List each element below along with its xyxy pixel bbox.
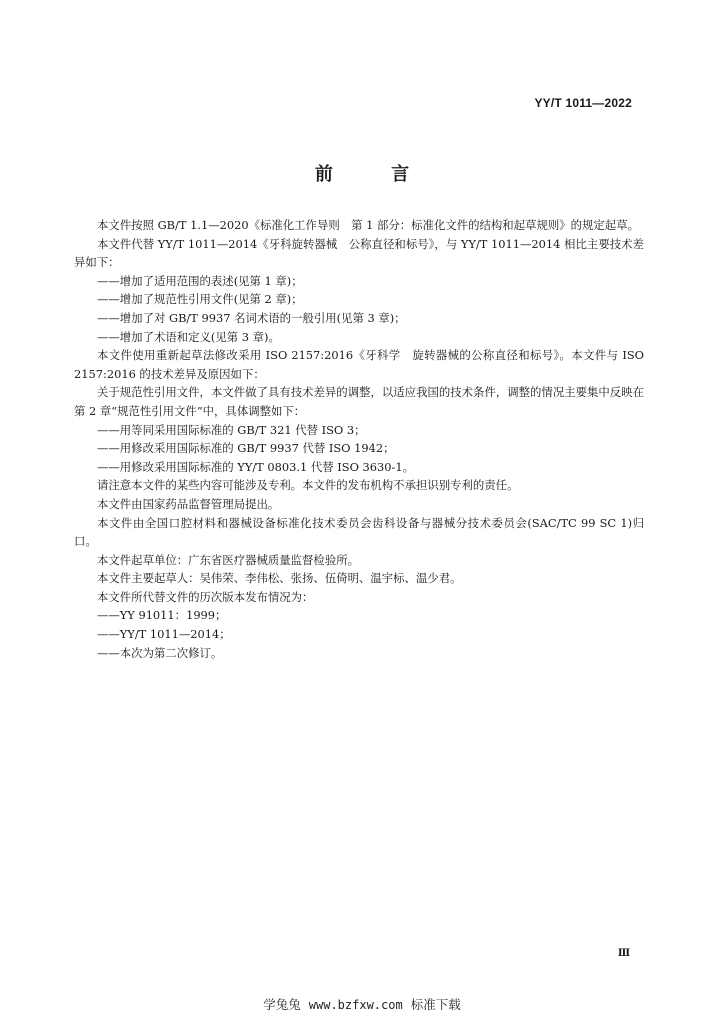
list-item: ——增加了术语和定义(见第 3 章)。 [97,329,280,344]
paragraph-patent-notice: 请注意本文件的某些内容可能涉及专利。本文件的发布机构不承担识别专利的责任。 [97,478,519,493]
list-item: ——YY 91011：1999； [97,608,227,623]
list-item: ——用修改采用国际标准的 YY/T 0803.1 代替 ISO 3630-1。 [97,459,415,474]
paragraph-iso-adoption: 本文件使用重新起草法修改采用 ISO 2157:2016《牙科学 旋转器械的公称直径和标号》。本文件与 ISO 2157:2016 的技术差异及原因如下： [74,348,644,381]
list-item: ——YY/T 1011—2014； [97,627,231,642]
document-code: YY/T 1011—2022 [534,96,632,110]
list-item: ——用修改采用国际标准的 GB/T 9937 代替 ISO 1942； [97,441,395,456]
paragraph-drafters: 本文件主要起草人：吴伟荣、李伟松、张扬、伍倚明、温宇标、温少君。 [97,571,462,586]
list-item: ——本次为第二次修订。 [97,645,223,660]
paragraph-drafting-unit: 本文件起草单位：广东省医疗器械质量监督检验所。 [97,552,359,567]
list-item: ——用等同采用国际标准的 GB/T 321 代替 ISO 3； [97,422,366,437]
page-number: Ⅲ [617,948,630,959]
paragraph-version-history: 本文件所代替文件的历次版本发布情况为： [97,589,314,604]
paragraph-normative-references: 关于规范性引用文件，本文件做了具有技术差异的调整，以适应我国的技术条件，调整的情况主要集中反映在第 2 章“规范性引用文件”中，具体调整如下： [74,385,644,418]
document-body [74,216,644,662]
footer-tagline: 标准下载 [410,997,461,1012]
paragraph-proposed-by: 本文件由国家药品监督管理局提出。 [97,496,280,511]
footer-watermark [0,995,724,1013]
list-item: ——增加了适用范围的表述(见第 1 章)； [97,273,303,288]
paragraph-drafting-rules: 本文件按照 GB/T 1.1—2020《标准化工作导则 第 1 部分：标准化文件的结构和起草规则》的规定起草。 [97,218,639,232]
footer-site-name: 学兔兔 [263,997,301,1012]
list-item: ——增加了规范性引用文件(见第 2 章)； [97,292,303,307]
footer-url-link[interactable]: www.bzfxw.com [308,998,403,1012]
paragraph-technical-committee: 本文件由全国口腔材料和器械设备标准化技术委员会齿科设备与器械分技术委员会(SAC/TC 99 SC 1)归口。 [74,515,644,549]
list-item: ——增加了对 GB/T 9937 名词术语的一般引用(见第 3 章)； [97,310,406,325]
paragraph-replacement: 本文件代替 YY/T 1011—2014《牙科旋转器械 公称直径和标号》，与 YY/T 1011—2014 相比主要技术差异如下： [74,236,644,270]
page-title: 前 言 [314,164,436,185]
